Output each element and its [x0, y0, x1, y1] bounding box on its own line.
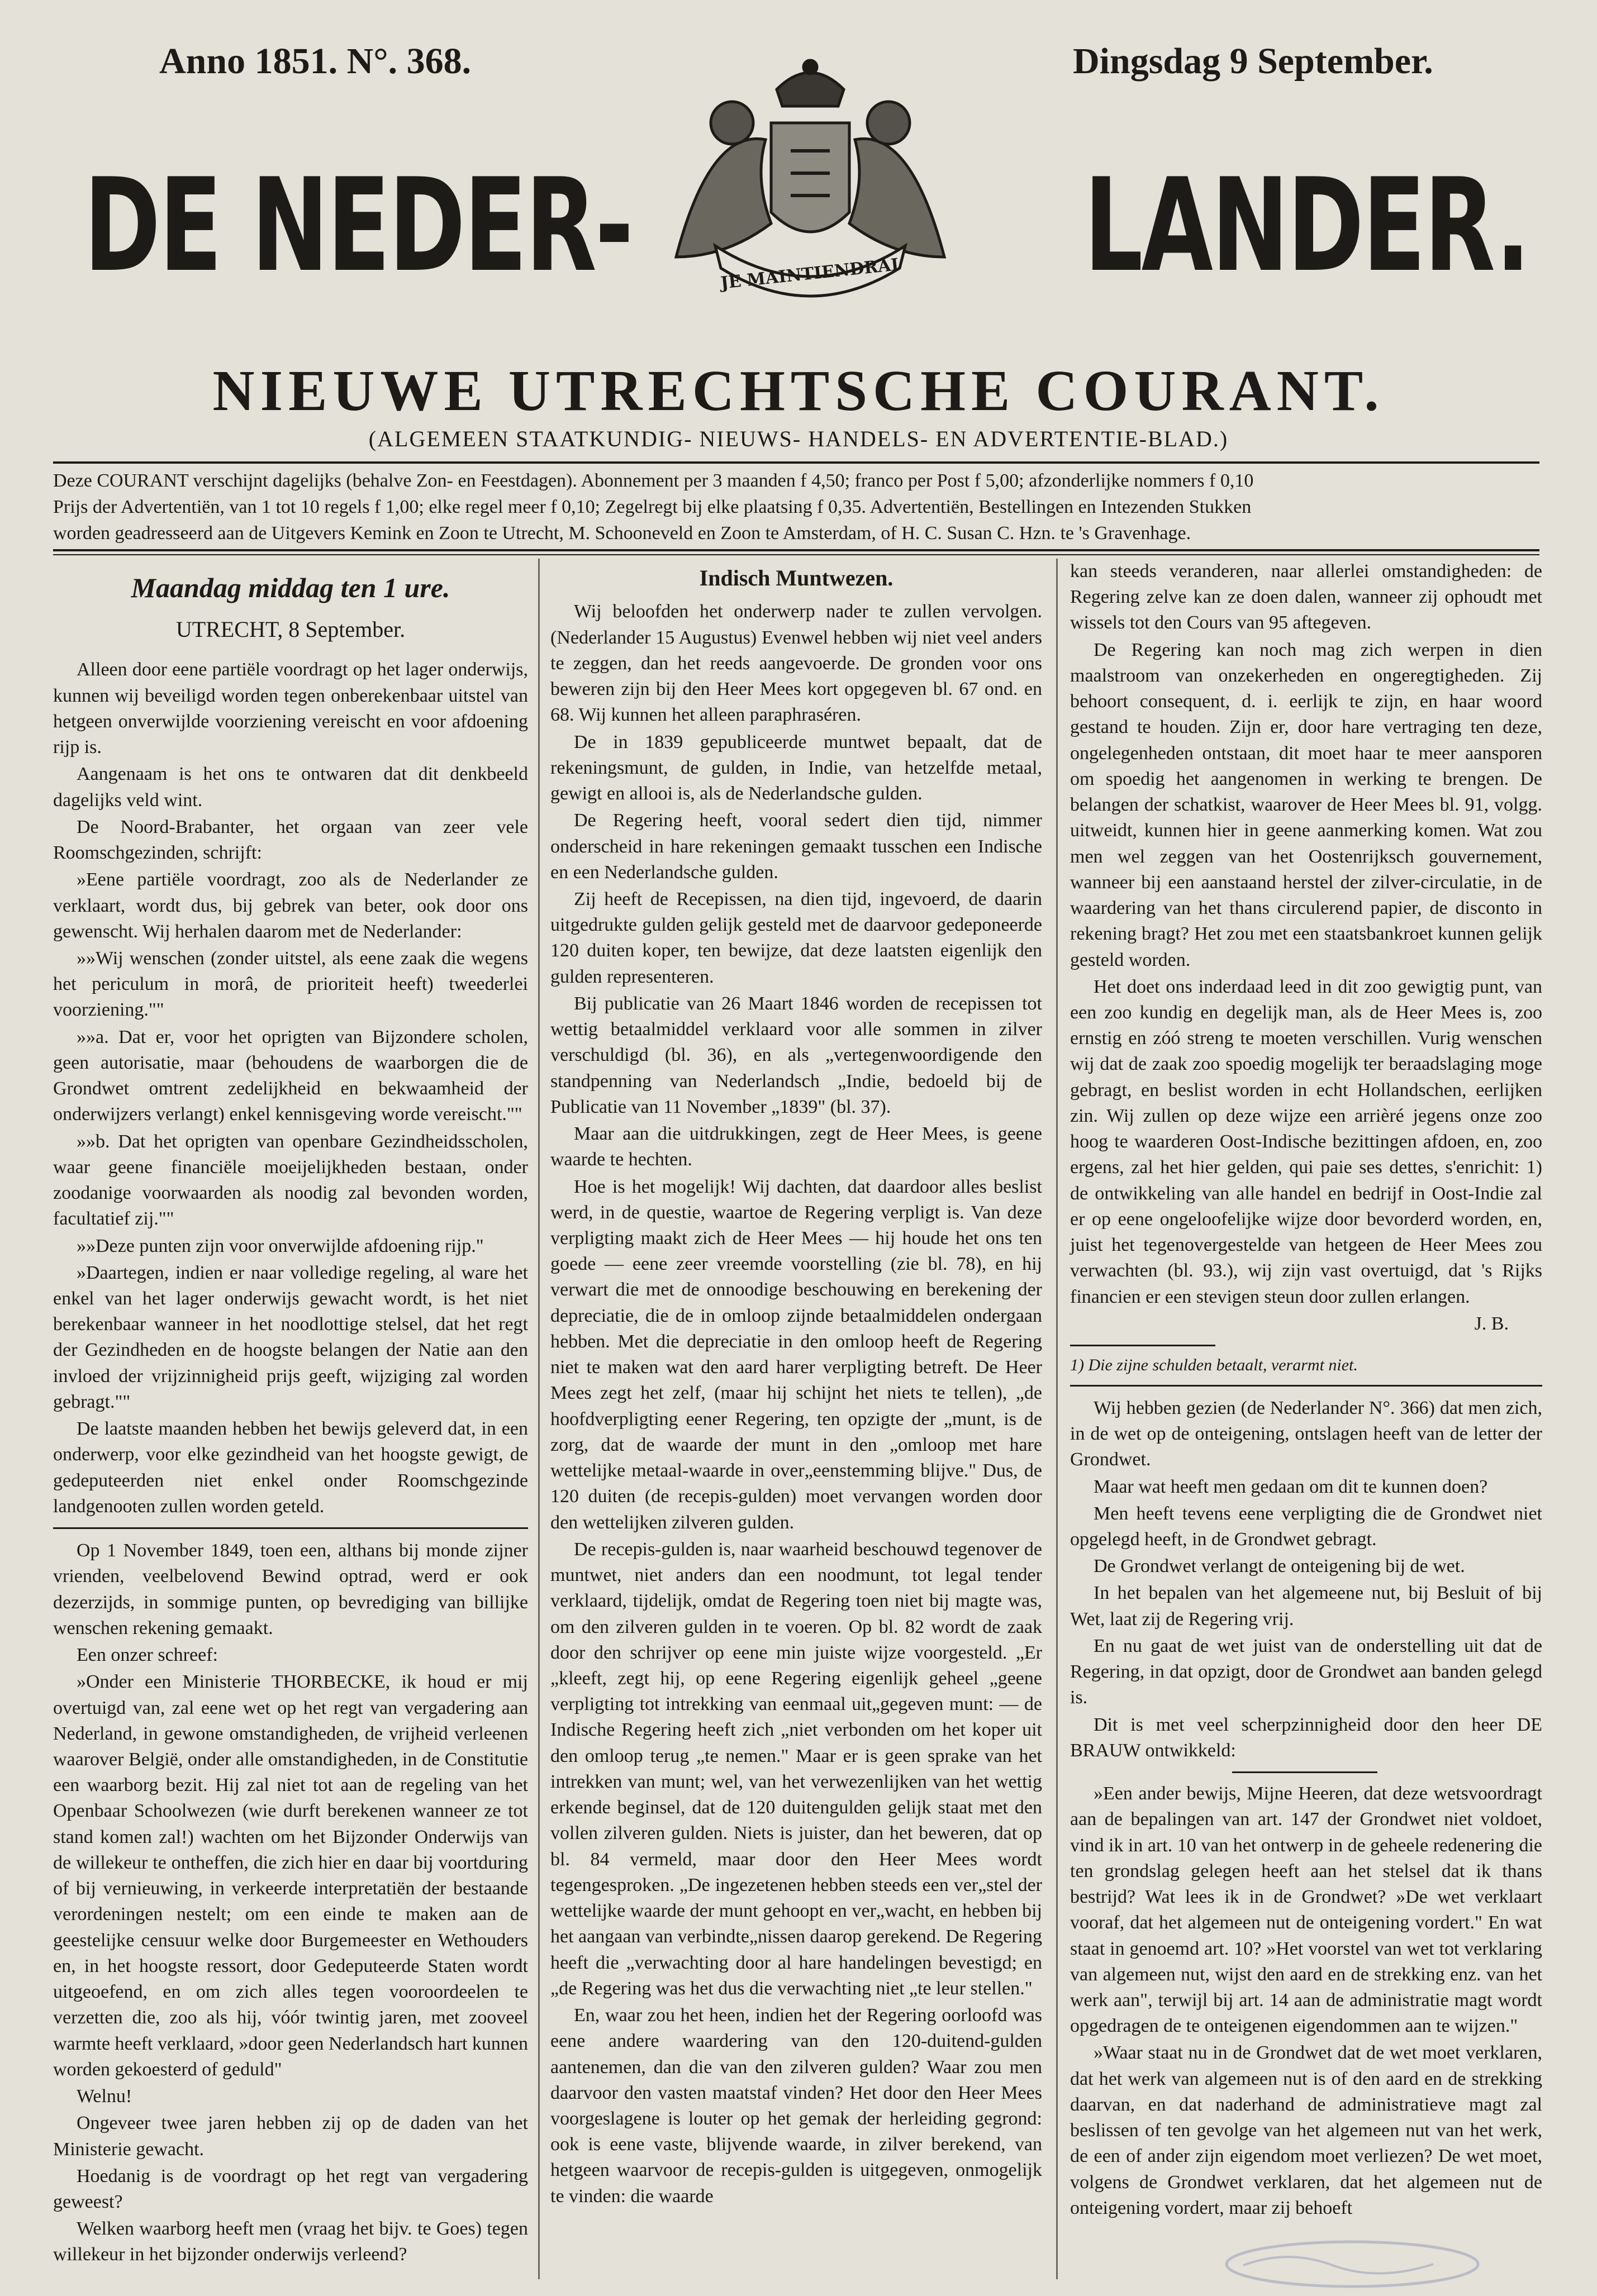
article-paragraph: »Waar staat nu in de Grondwet dat de wet moet verklaren, dat het werk van algemeen nut is of den aard en de strekking daarvan, en dat naderhand de administratieve magt zal beslissen of ten gevolge van het algemeen nut van het werk, de een of ander zijn eigendom moet verliezen? De wet moet, volgens de Grondwet verklaren, dat het algemeen nut de onteigening vordert, maar zij behoeft	[1070, 2042, 1542, 2218]
article-paragraph: Men heeft tevens eene verpligting die de Grondwet niet opgelegd heeft, in de Grondwet gebragt.	[1070, 1503, 1542, 1550]
article-paragraph: Ongeveer twee jaren hebben zij op de daden van het Ministerie gewacht.	[53, 2113, 528, 2160]
masthead-title-right: LANDER.	[1084, 151, 1529, 301]
footnote-rule	[1070, 1345, 1215, 1346]
article-paragraph: Hoedanig is de voordragt op het regt van vergadering geweest?	[53, 2165, 528, 2212]
royal-coat-of-arms-icon	[643, 45, 978, 324]
article-paragraph: En, waar zou het heen, indien het der Regering oorloofd was eene andere waardering van den 120-duitend-gulden aantenemen, dan die van den zilveren gulden? Waar zou men daarvoor den vasten maatstaf vinden? Het door den Heer Mees voorgeslagene is louter op het gemak der herleiding gegrond: ook is eene vaste, blijvende waarde, in zilver berekend, van hetgeen waarvoor de recepis-gulden is uitgegeven, onmogelijk te vinden: die waarde	[550, 2005, 1042, 2207]
masthead-description: (ALGEMEEN STAATKUNDIG- NIEUWS- HANDELS- EN ADVERTENTIE-BLAD.)	[368, 426, 1229, 451]
column-divider	[538, 559, 540, 2279]
article-paragraph: De laatste maanden hebben het bewijs geleverd dat, in een onderwerp, voor elke gezindheid van het hoogste gewigt, de gedeputeerden niet enkel onder Roomschgezinde landgenooten zullen worden geteld.	[53, 1418, 528, 1517]
article-paragraph: »Eene partiële voordragt, zoo als de Nederlander ze verklaart, wordt dus, bij gebrek van beter, ook door ons gewenscht. Wij herhalen daarom met de Nederlander:	[53, 869, 528, 942]
article-separator	[1070, 1385, 1542, 1387]
crest-motto: JE MAINTIENDRAI	[719, 255, 900, 293]
masthead-title-left: DE NEDER-	[84, 151, 632, 301]
article-paragraph: Wij beloofden het onderwerp nader te zullen vervolgen. (Nederlander 15 Augustus) Evenwel hebben wij niet veel anders te zeggen, dan het reeds aangevoerde. De gronden voor ons beweren zijn bij den Heer Mees kort opgegeven bl. 67 ond. en 68. Wij kunnen het alleen paraphraséren.	[550, 601, 1042, 726]
issue-number: Anno 1851. N°. 368.	[159, 41, 472, 82]
column-divider	[1056, 559, 1058, 2279]
masthead-subtitle: NIEUWE UTRECHTSCHE COURANT.	[212, 359, 1385, 423]
column-3	[1070, 559, 1542, 2222]
section-heading: Maandag middag ten 1 ure.	[131, 572, 450, 603]
subscription-info	[53, 468, 1539, 547]
footnote: 1) Die zijne schulden betaalt, verarmt niet.	[1070, 1356, 1358, 1375]
article-paragraph: »»Deze punten zijn voor onverwijlde afdoening rijp."	[77, 1235, 484, 1256]
info-rule-bottom	[53, 554, 1539, 555]
masthead-rule	[53, 461, 1539, 464]
quote-separator	[1232, 1771, 1377, 1773]
article-paragraph: Het doet ons inderdaad leed in dit zoo gewigtig punt, van een zoo kundig en degelijk man, als de Heer Mees is, zoo ernstig en zóó streng te moeten verschillen. Vurig wenschen wij dat de zaak zoo spoedig mogelijk ter beraadslaging moge gebragt, en beslist worden in echt Hollandschen, eerlijken zin. Wij zullen op deze wijze een arrièré jegens onze zoo hoog te waarderen Oost-Indische bezittingen afdoen, en, zoo ergens, zal het hier gelden, qui paie ses dettes, s'enrichit: 1) de ontwikkeling van alle handel en bedrijf in Oost-Indie zal er op eene ongeloofelijke wijze door bevorderd worden, en, juist het tegenovergestelde van hetgeen de Heer Mees zou verwachten (bl. 93.), wij zijn vast overtuigd, dat 's Rijks financien er een stevigen steun door zullen erlangen.	[1070, 976, 1542, 1307]
article-paragraph: Wij hebben gezien (de Nederlander N°. 366) dat men zich, in de wet op de onteigening, ontslagen heeft van de letter der Grondwet.	[1070, 1397, 1542, 1470]
info-line: Prijs der Advertentiën, van 1 tot 10 regels f 1,00; elke regel meer f 0,10; Zegelregt bij elke plaatsing f 0,35. Advertentiën, Bestellingen en Intezenden Stukken	[53, 496, 1252, 517]
article-paragraph: Een onzer schreef:	[77, 1645, 218, 1666]
article-paragraph: De Noord-Brabanter, het orgaan van zeer vele Roomschgezinden, schrijft:	[53, 816, 528, 864]
article-separator	[53, 1527, 528, 1529]
article-paragraph: »Daartegen, indien er naar volledige regeling, al ware het enkel van het lager onderwijs gewacht wordt, is het niet berekenbaar wanneer in het noodlottige stelsel, dat het regt der Gezindheden en de hoogste belangen der Natie aan den invloed der vrijzinnigheid prijs geeft, wijziging zal worden gebragt.""	[53, 1262, 528, 1412]
info-line: worden geadresseerd aan de Uitgevers Kemink en Zoon te Utrecht, M. Schooneveld en Zoon te Amsterdam, of H. C. Susan C. Hzn. te 's Gravenhage.	[53, 522, 1191, 544]
article-paragraph: »»a. Dat er, voor het oprigten van Bijzondere scholen, geen autorisatie, maar (behoudens de waarborgen die de Grondwet omtrent zedelijkheid en bekwaamheid der onderwijzers verlangt) enkel kennisgeving worde vereischt.""	[53, 1026, 528, 1125]
issue-date: Dingsdag 9 September.	[1073, 41, 1433, 82]
article-paragraph: Maar wat heeft men gedaan om dit te kunnen doen?	[1094, 1476, 1488, 1497]
article-paragraph: Welken waarborg heeft men (vraag het bijv. te Goes) tegen willekeur in het bijzonder onderwijs verleend?	[53, 2218, 528, 2265]
article-paragraph: »Onder een Ministerie THORBECKE, ik houd er mij overtuigd van, zal eene wet op het regt van vergadering aan Nederland, in gewone omstandigheden, de vrijheid verleenen waarover België, onder alle omstandigheden, in de Constitutie een waarborg bezit. Hij zal niet tot aan de regeling van het Openbaar Schoolwezen (wie durft berekenen wanneer ze tot stand komen zal!) wachten om het Bijzonder Onderwijs van de willekeur te ontheffen, die zich hier en daar bij voortduring of bij vernieuwing, in verkeerde interpretatiën der bestaande verordeningen nestelt; om een einde te maken aan de geestelijke censuur welke door Burgemeester en Wethouders en, in het hoogste ressort, door Gedeputeerde Staten wordt uitgeoefend, en om zich alles tegen vooroordeelen te verzetten die, zoo als hij, vóór twintig jaren, met zooveel warmte heeft verklaard, »door geen Nederlandsch hart kunnen worden gekoesterd of geduld"	[53, 1671, 528, 2080]
article-paragraph: Hoe is het mogelijk! Wij dachten, dat daardoor alles beslist werd, in de questie, waartoe de Regering verpligt is. Van deze verpligting maakt zich de Heer Mees — hij houde het ons ten goede — eene zeer vreemde voorstelling (zie bl. 78), en hij verwart die met de onnoodige beschouwing en berekening der depreciatie, die de in omloop zijnde betaalmiddelen ondergaan hebben. Met die depreciatie in den omloop heeft de Regering niet te maken wat den aard harer verpligting betreft. De Heer Mees zegt het zelf, (maar hij schijnt het niets te tellen), „de hoofdverpligting eener Regering, ten opzigte der „munt, is de zorg, dat de waarde der munt in den „omloop met hare wettelijke metaal-waarde in over„eenstemming blijve." Dus, de 120 duiten (de recepis-gulden) moet vervangen worden door den wettelijken zilveren gulden.	[550, 1176, 1042, 1533]
dateline: UTRECHT, 8 September.	[175, 617, 406, 642]
article-paragraph: Zij heeft de Recepissen, na dien tijd, ingevoerd, de daarin uitgedrukte gulden gelijk gesteld met de daarvoor gedeponeerde 120 duiten koper, ten bewijze, dat deze laatsten eigenlijk den gulden representeren.	[550, 888, 1042, 987]
library-stamp-icon	[1221, 2237, 1484, 2290]
article-paragraph: »»b. Dat het oprigten van openbare Gezindheidsscholen, waar geene financiële moeijelijkheden bestaan, onder zoodanige voorwaarden als noodig zal bevonden worden, facultatief zij.""	[53, 1131, 528, 1230]
article-paragraph: Alleen door eene partiële voordragt op het lager onderwijs, kunnen wij beveiligd worden tegen onberekenbaar uitstel van hetgeen onverwijlde voorziening vereischt en voor afdoening rijp is.	[53, 659, 528, 758]
article-paragraph: »Een ander bewijs, Mijne Heeren, dat deze wetsvoordragt aan de bepalingen van art. 147 der Grondwet niet voldoet, vind ik in art. 10 van het ontwerp in de geheele redenering die ten grondslag gelegen heeft aan het stelsel dat ik thans bestrijd? Wat lees ik in de Grondwet? »De wet verklaart vooraf, dat het algemeen nut de onteigening vordert." En wat staat in genoemd art. 10? »Het voorstel van wet tot verklaring van algemeen nut, wijst den aard en de strekking enz. van het werk aan", terwijl bij art. 14 aan de administratie magt wordt opgedragen de te onteigenen eigendommen aan te wijzen."	[1070, 1783, 1542, 2037]
article-paragraph: »»Wij wenschen (zonder uitstel, als eene zaak die wegens het periculum in morâ, de prioriteit heeft) tweederlei voorziening.""	[53, 947, 528, 1021]
article-paragraph: De in 1839 gepubliceerde muntwet bepaalt, dat de rekeningsmunt, de gulden, in Indie, van hetzelfde metaal, gewigt en allooi is, als de Nederlandsche gulden.	[550, 731, 1042, 804]
article-paragraph: In het bepalen van het algemeene nut, bij Besluit of bij Wet, laat zij de Regering vrij.	[1070, 1583, 1542, 1630]
article-paragraph: De Regering kan noch mag zich werpen in dien maalstroom van onzekerheden en ongeregtigheden. Zij behoort consequent, d. i. eerlijk te zijn, en haar woord gestand te houden. Zijn er, door hare vertraging ten deze, ongelegenheden ontstaan, dit moet haar te meer aansporen om spoedig het aangenomen in werking te brengen. De belangen der schatkist, waarover de Heer Mees bl. 91, volgg. uitweidt, kunnen hier in geene aanmerking komen. Wat zou men wel zeggen van het Oostenrijksch gouvernement, wanneer bij een aanstaand herstel der zilver-circulatie, in de waardering van het thans circulerend papier, de disconto in rekening bragt? Het zou met een staatsbankroet kunnen gelijk gesteld worden.	[1070, 639, 1542, 970]
info-rule-top	[53, 549, 1539, 551]
column-1	[53, 564, 528, 2269]
info-line: Deze COURANT verschijnt dagelijks (behalve Zon- en Feestdagen). Abonnement per 3 maanden f 4,50; franco per Post f 5,00; afzonderlijke nommers f 0,10	[53, 470, 1254, 491]
article-paragraph: Welnu!	[77, 2086, 132, 2107]
article-paragraph: De Grondwet verlangt de onteigening bij de wet.	[1094, 1556, 1465, 1577]
article-paragraph: Bij publicatie van 26 Maart 1846 worden de recepissen tot wettig betaalmiddel verklaard voor alle sommen in zilver verschuldigd (bl. 36), en als „vertegenwoordigende den standpenning van Nederlandsch „Indie, bedoeld bij de Publicatie van 11 November „1839" (bl. 37).	[550, 993, 1042, 1117]
article-paragraph: kan steeds veranderen, naar allerlei omstandigheden: de Regering zelve kan ze doen dalen, wanneer zij ophoudt met wissels tot den Cours van 95 aftegeven.	[1070, 561, 1542, 633]
author-signature: J. B.	[1474, 1313, 1509, 1334]
column-2	[550, 564, 1042, 2211]
article-paragraph: Maar aan die uitdrukkingen, zegt de Heer Mees, is geene waarde te hechten.	[550, 1123, 1042, 1170]
article-paragraph: De recepis-gulden is, naar waarheid beschouwd tegenover de muntwet, niet anders dan een noodmunt, tot legal tender verklaard, tijdelijk, omdat de Regering toen niet bij magte was, om den zilveren gulden in te voeren. Op bl. 82 wordt de zaak door den schrijver op eene min juiste wijze voorgesteld. „Er „kleeft, zegt hij, op eene Regering eigenlijk geheel „geene verpligting tot intrekking van eenmaal uit„gegeven munt: — de Indische Regering heeft zich „niet verbonden om het koper uit den omloop terug „te nemen." Maar er is geen sprake van het intrekken van munt; wel, van het verwezenlijken van het wettig erkende beginsel, dat de 120 duitengulden gelijk staat met den vollen zilveren gulden. Niets is juister, dan het beweren, dat op bl. 84 vermeld, maar door den Heer Mees wordt tegengesproken. „De ingezetenen hebben steeds een ver„stel der wettelijke waarde der munt gehoopt en ver„wacht, en hebben bij het aangaan van verbindte„nissen daarop gerekend. De Regering heeft die „verwachting door al hare handelingen bevestigd; en „de Regering was het dus die verwachting niet „te leur stellen."	[550, 1538, 1042, 1999]
article-paragraph: De Regering heeft, vooral sedert dien tijd, nimmer onderscheid in hare rekeningen gemaakt tusschen een Indische en een Nederlandsche gulden.	[550, 810, 1042, 883]
article-paragraph: Aangenaam is het ons te ontwaren dat dit denkbeeld dagelijks veld wint.	[53, 764, 528, 811]
article-paragraph: Op 1 November 1849, toen een, althans bij monde zijner vrienden, veelbelovend Bewind optrad, werd er ook dezerzijds, in sommige punten, op bevrediging van billijke wenschen rekening gemaakt.	[53, 1540, 528, 1638]
article-paragraph: Dit is met veel scherpzinnigheid door den heer DE BRAUW ontwikkeld:	[1070, 1714, 1542, 1761]
article-title: Indisch Muntwezen.	[699, 565, 893, 590]
article-paragraph: En nu gaat de wet juist van de onderstelling uit dat de Regering, in dat opzigt, door de Grondwet aan banden gelegd is.	[1070, 1635, 1542, 1708]
